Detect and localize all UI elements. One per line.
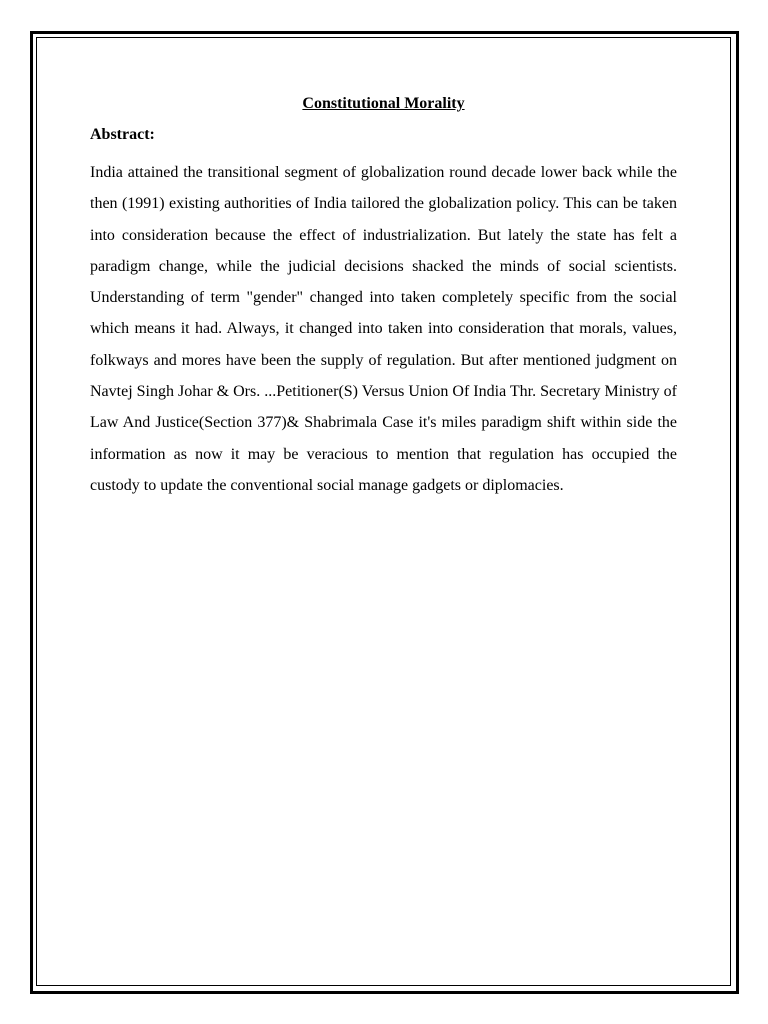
abstract-heading: Abstract: (90, 126, 155, 143)
document-content (90, 92, 677, 501)
document-title: Constitutional Morality (302, 95, 465, 112)
abstract-paragraph: India attained the transitional segment of globalization round decade lower back while the then (1991) existing authorities of India tailored the globalization policy. This can be taken into consideration because the effect of industrialization. But lately the state has felt a paradigm change, while the judicial decisions shacked the minds of social scientists. Understanding of term "gender" changed into taken completely specific from the social which means it had. Always, it changed into taken into consideration that morals, values, folkways and mores have been the supply of regulation. But after mentioned judgment on Navtej Singh Johar & Ors. ...Petitioner(S) Versus Union Of India Thr. Secretary Ministry of Law And Justice(Section 377)& Shabrimala Case it's miles paradigm shift within side the information as now it may be veracious to mention that regulation has occupied the custody to update the conventional social manage gadgets or diplomacies. (90, 164, 677, 494)
